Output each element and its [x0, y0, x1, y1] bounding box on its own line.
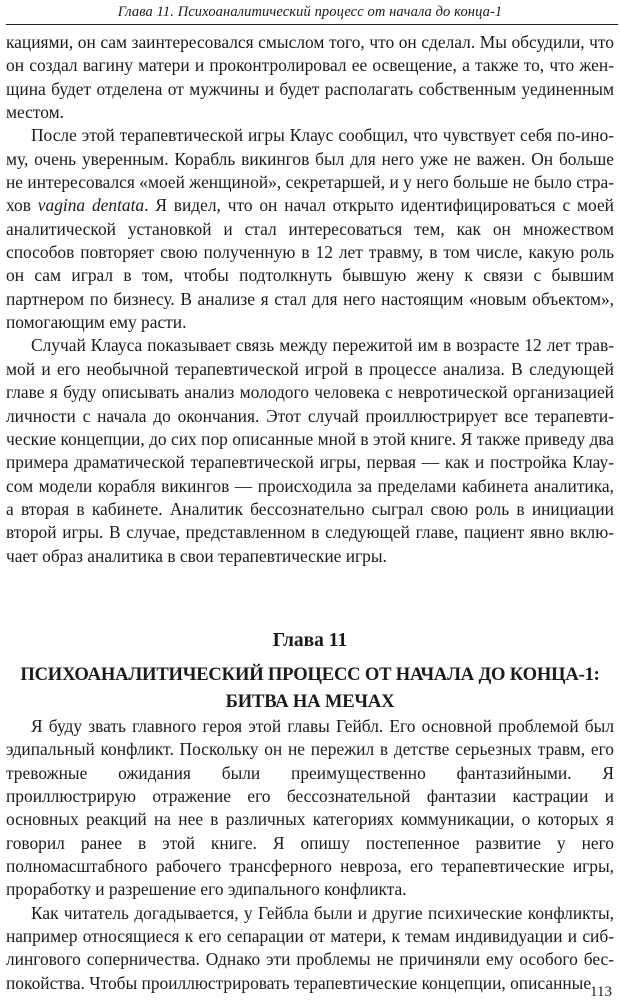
- paragraph-2-text-end: . Я видел, что он начал открыто идентифицироваться с моей аналитической установкой и стал интересоваться тем, как он множеством способов повторяет свою полученную в 12 лет травму, в том числе, какую роль он сам играл в том, чтобы подтолкнуть бывшую жену к связи с бывшим партнером по бизнесу. В анализе я стал для него настоящим «новым объектом», помогающим ему расти.: [6, 195, 614, 333]
- chapter-number: Глава 11: [272, 629, 348, 651]
- paragraph-2: [6, 124, 614, 334]
- paragraph-2-italic-term: vagina dentata: [37, 195, 145, 216]
- paragraph-3-text: Случай Клауса показывает связь между пережитой им в возрасте 12 лет травмой и его необычной терапевтической игрой в процессе анализа. В следующей главе я буду описывать анализ молодого человека с невротической организацией личности с начала до окончания. Этот случай проиллюстрирует все терапевтические концепции, до сих пор описанные мной в этой книге. Я также приведу два примера драматической терапевтической игры, первая — как и постройка Клаусом модели корабля викингов — происходила за пределами кабинета аналитика, а вторая в кабинете. Аналитик бессознательно сыграл свою роль в инициации второй игры. В случае, представленном в следующей главе, пациент явно включает образ аналитика в свои терапевтические игры.: [6, 335, 614, 566]
- chapter-title-line-1: ПСИХОАНАЛИТИЧЕСКИЙ ПРОЦЕСС ОТ НАЧАЛА ДО КОНЦА-1:: [20, 663, 600, 685]
- chapter-title-line-2: БИТВА НА МЕЧАХ: [225, 690, 395, 712]
- paragraph-5: Как читатель догадывается, у Гейбла были и другие психические конфликты, например относящиеся к его сепарации от матери, к темам индивидуации и сиблингового соперничества. Однако эти проблемы не причиняли ему особого беспокойства. Чтобы проиллюстрировать терапевтические концепции, описанные: [6, 902, 614, 993]
- paragraph-2-text-start: После этой терапевтической игры Клаус сообщил, что чувствует себя по-иному, очень уверенным. Корабль викингов был для него уже не важен. Он больше не интересовался «моей женщиной», секретаршей, и у него больше не было страхов: [6, 125, 614, 216]
- header-rule: [6, 24, 618, 25]
- page-body: [6, 31, 614, 995]
- paragraph-1-text: кациями, он сам заинтересовался смыслом того, что он сделал. Мы обсудили, что он создал вагину матери и проконтролировал ее освещение, а также то, что женщина будет отделена от мужчины и будет располагать собственным уединенным местом.: [6, 32, 614, 123]
- chapter-title: [6, 661, 614, 715]
- running-head: Глава 11. Психоаналитический процесс от начала до конца-1: [117, 4, 503, 20]
- paragraph-1: [6, 31, 614, 124]
- page-number: 113: [590, 984, 612, 1000]
- paragraph-3: [6, 334, 614, 567]
- paragraph-4: Я буду звать главного героя этой главы Гейбл. Его основной проблемой был эдипальный конфликт. Поскольку он не пережил в детстве серьезных травм, его тревожные ожидания были преимущественно фантазийными. Я проиллюстрирую отражение его бессознательной фантазии кастрации и основных реакций на нее в различных категориях коммуникации, о которых я говорил ранее в этой книге. Я опишу постепенное развитие у него полномасштабного рабочего трансферного невроза, его терапевтические игры, проработку и разрешение его эдипального конфликта.: [6, 715, 614, 900]
